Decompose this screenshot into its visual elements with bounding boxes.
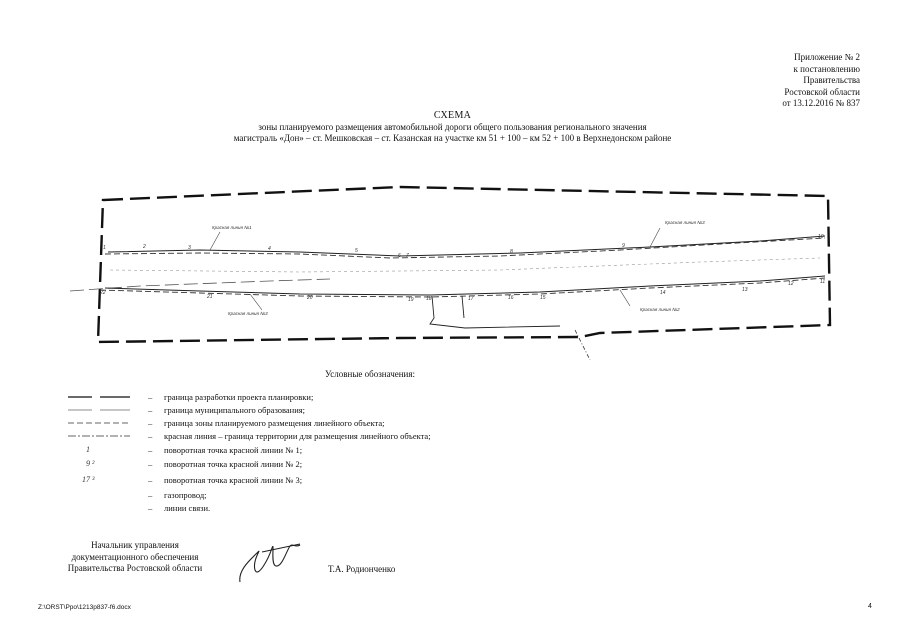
turning-point: 14 <box>660 290 666 296</box>
signatory-role <box>45 540 225 575</box>
legend-text: линии связи. <box>164 503 211 513</box>
legend-item <box>60 404 580 416</box>
label-leader <box>210 232 220 250</box>
legend-text: поворотная точка красной линии № 1; <box>164 445 303 455</box>
legend-symbol: 17 ³ <box>82 475 95 484</box>
role-line: Начальник управления <box>91 540 179 550</box>
page-number: 4 <box>868 603 872 610</box>
title-line-1: зоны планируемого размещения автомобильной дороги общего пользования регионального значения <box>258 121 647 132</box>
turning-point: 19 <box>408 297 414 303</box>
turning-point: 12 <box>788 281 794 287</box>
legend-text: граница разработки проекта планировки; <box>164 392 314 402</box>
legend-title: Условные обозначения: <box>324 369 415 379</box>
turning-point: 16 <box>508 295 514 301</box>
title-line-2: магистраль «Дон» – ст. Мешковская – ст. Казанская на участке км 51 + 100 – км 52 + 100 в Верхнедонском районе <box>233 133 672 143</box>
project-boundary <box>98 187 830 342</box>
municipal-boundary <box>70 279 330 291</box>
legend-text: газопровод; <box>164 490 207 500</box>
turning-point: 1 <box>103 245 106 251</box>
gas-pipeline <box>110 258 820 272</box>
legend-text: граница зоны планируемого размещения линейного объекта; <box>164 418 385 428</box>
file-path: Z:\ORST\Ppo\1213p837-f6.docx <box>38 604 131 611</box>
appendix-line: к постановлению <box>793 63 860 74</box>
legend-text: поворотная точка красной линии № 3; <box>164 475 303 485</box>
legend-item <box>60 489 580 501</box>
turning-point: 5 <box>355 248 358 254</box>
red-line-label: Красная линия №2 <box>640 307 680 312</box>
red-line-label: Красная линия №3 <box>228 311 268 316</box>
label-leader <box>650 228 660 247</box>
legend-text: поворотная точка красной линии № 2; <box>164 459 303 469</box>
label-leader <box>620 290 630 306</box>
legend-item <box>60 474 580 486</box>
appendix-line: от 13.12.2016 № 837 <box>782 98 860 108</box>
legend-item <box>60 391 580 403</box>
legend-dash: – <box>148 405 153 415</box>
legend-symbol: 9 ² <box>86 459 95 468</box>
appendix-line: Ростовской области <box>784 86 860 97</box>
legend-dash: – <box>148 431 153 441</box>
legend-item <box>60 502 580 514</box>
turning-point: 22 <box>100 290 106 296</box>
turning-point: 11 <box>820 279 826 285</box>
role-line: Правительства Ростовской области <box>67 563 203 573</box>
turning-point: 20 <box>307 295 313 301</box>
legend-text: граница муниципального образования; <box>164 405 306 415</box>
legend-dash: – <box>148 503 153 513</box>
legend-dash: – <box>148 490 153 500</box>
legend-dash: – <box>148 418 153 428</box>
turning-point: 9 <box>622 243 625 249</box>
turning-point: 3 <box>188 245 191 251</box>
turning-point: 10 <box>818 234 824 240</box>
role-line: документационного обеспечения <box>71 551 199 562</box>
appendix-line: Приложение № 2 <box>794 52 860 62</box>
legend-dash: – <box>148 475 153 485</box>
placement-zone-upper <box>105 238 825 258</box>
turning-point: 4 <box>268 246 271 252</box>
appendix-line: Правительства <box>803 75 860 85</box>
signature-mark <box>240 544 300 582</box>
label-leader <box>250 294 262 310</box>
legend-item <box>60 430 580 442</box>
title-main: СХЕМА <box>433 110 472 121</box>
red-line-label: Красная линия №3 <box>665 220 705 225</box>
turning-point: 7 <box>406 253 409 259</box>
legend-item <box>60 458 580 470</box>
red-line-2 <box>105 276 825 295</box>
turning-point: 2 <box>143 244 146 250</box>
turning-point: 18 <box>426 296 432 302</box>
turning-point: 6 <box>398 253 401 259</box>
legend-dash: – <box>148 445 153 455</box>
legend-dash: – <box>148 459 153 469</box>
legend-dash: – <box>148 392 153 402</box>
turning-point: 8 <box>510 249 513 255</box>
legend-item <box>60 444 580 456</box>
turning-point: 17 <box>468 296 474 302</box>
red-line-3b <box>462 296 464 318</box>
turning-point: 15 <box>540 295 546 301</box>
turning-point: 13 <box>742 287 748 293</box>
signatory-name: Т.А. Родионченко <box>328 564 396 574</box>
turning-point: 21 <box>207 294 213 300</box>
red-line-label: Красная линия №1 <box>212 225 252 230</box>
legend-item <box>60 417 580 429</box>
legend-text: красная линия – граница территории для размещения линейного объекта; <box>164 431 431 441</box>
legend-symbol: 1 <box>86 445 90 454</box>
